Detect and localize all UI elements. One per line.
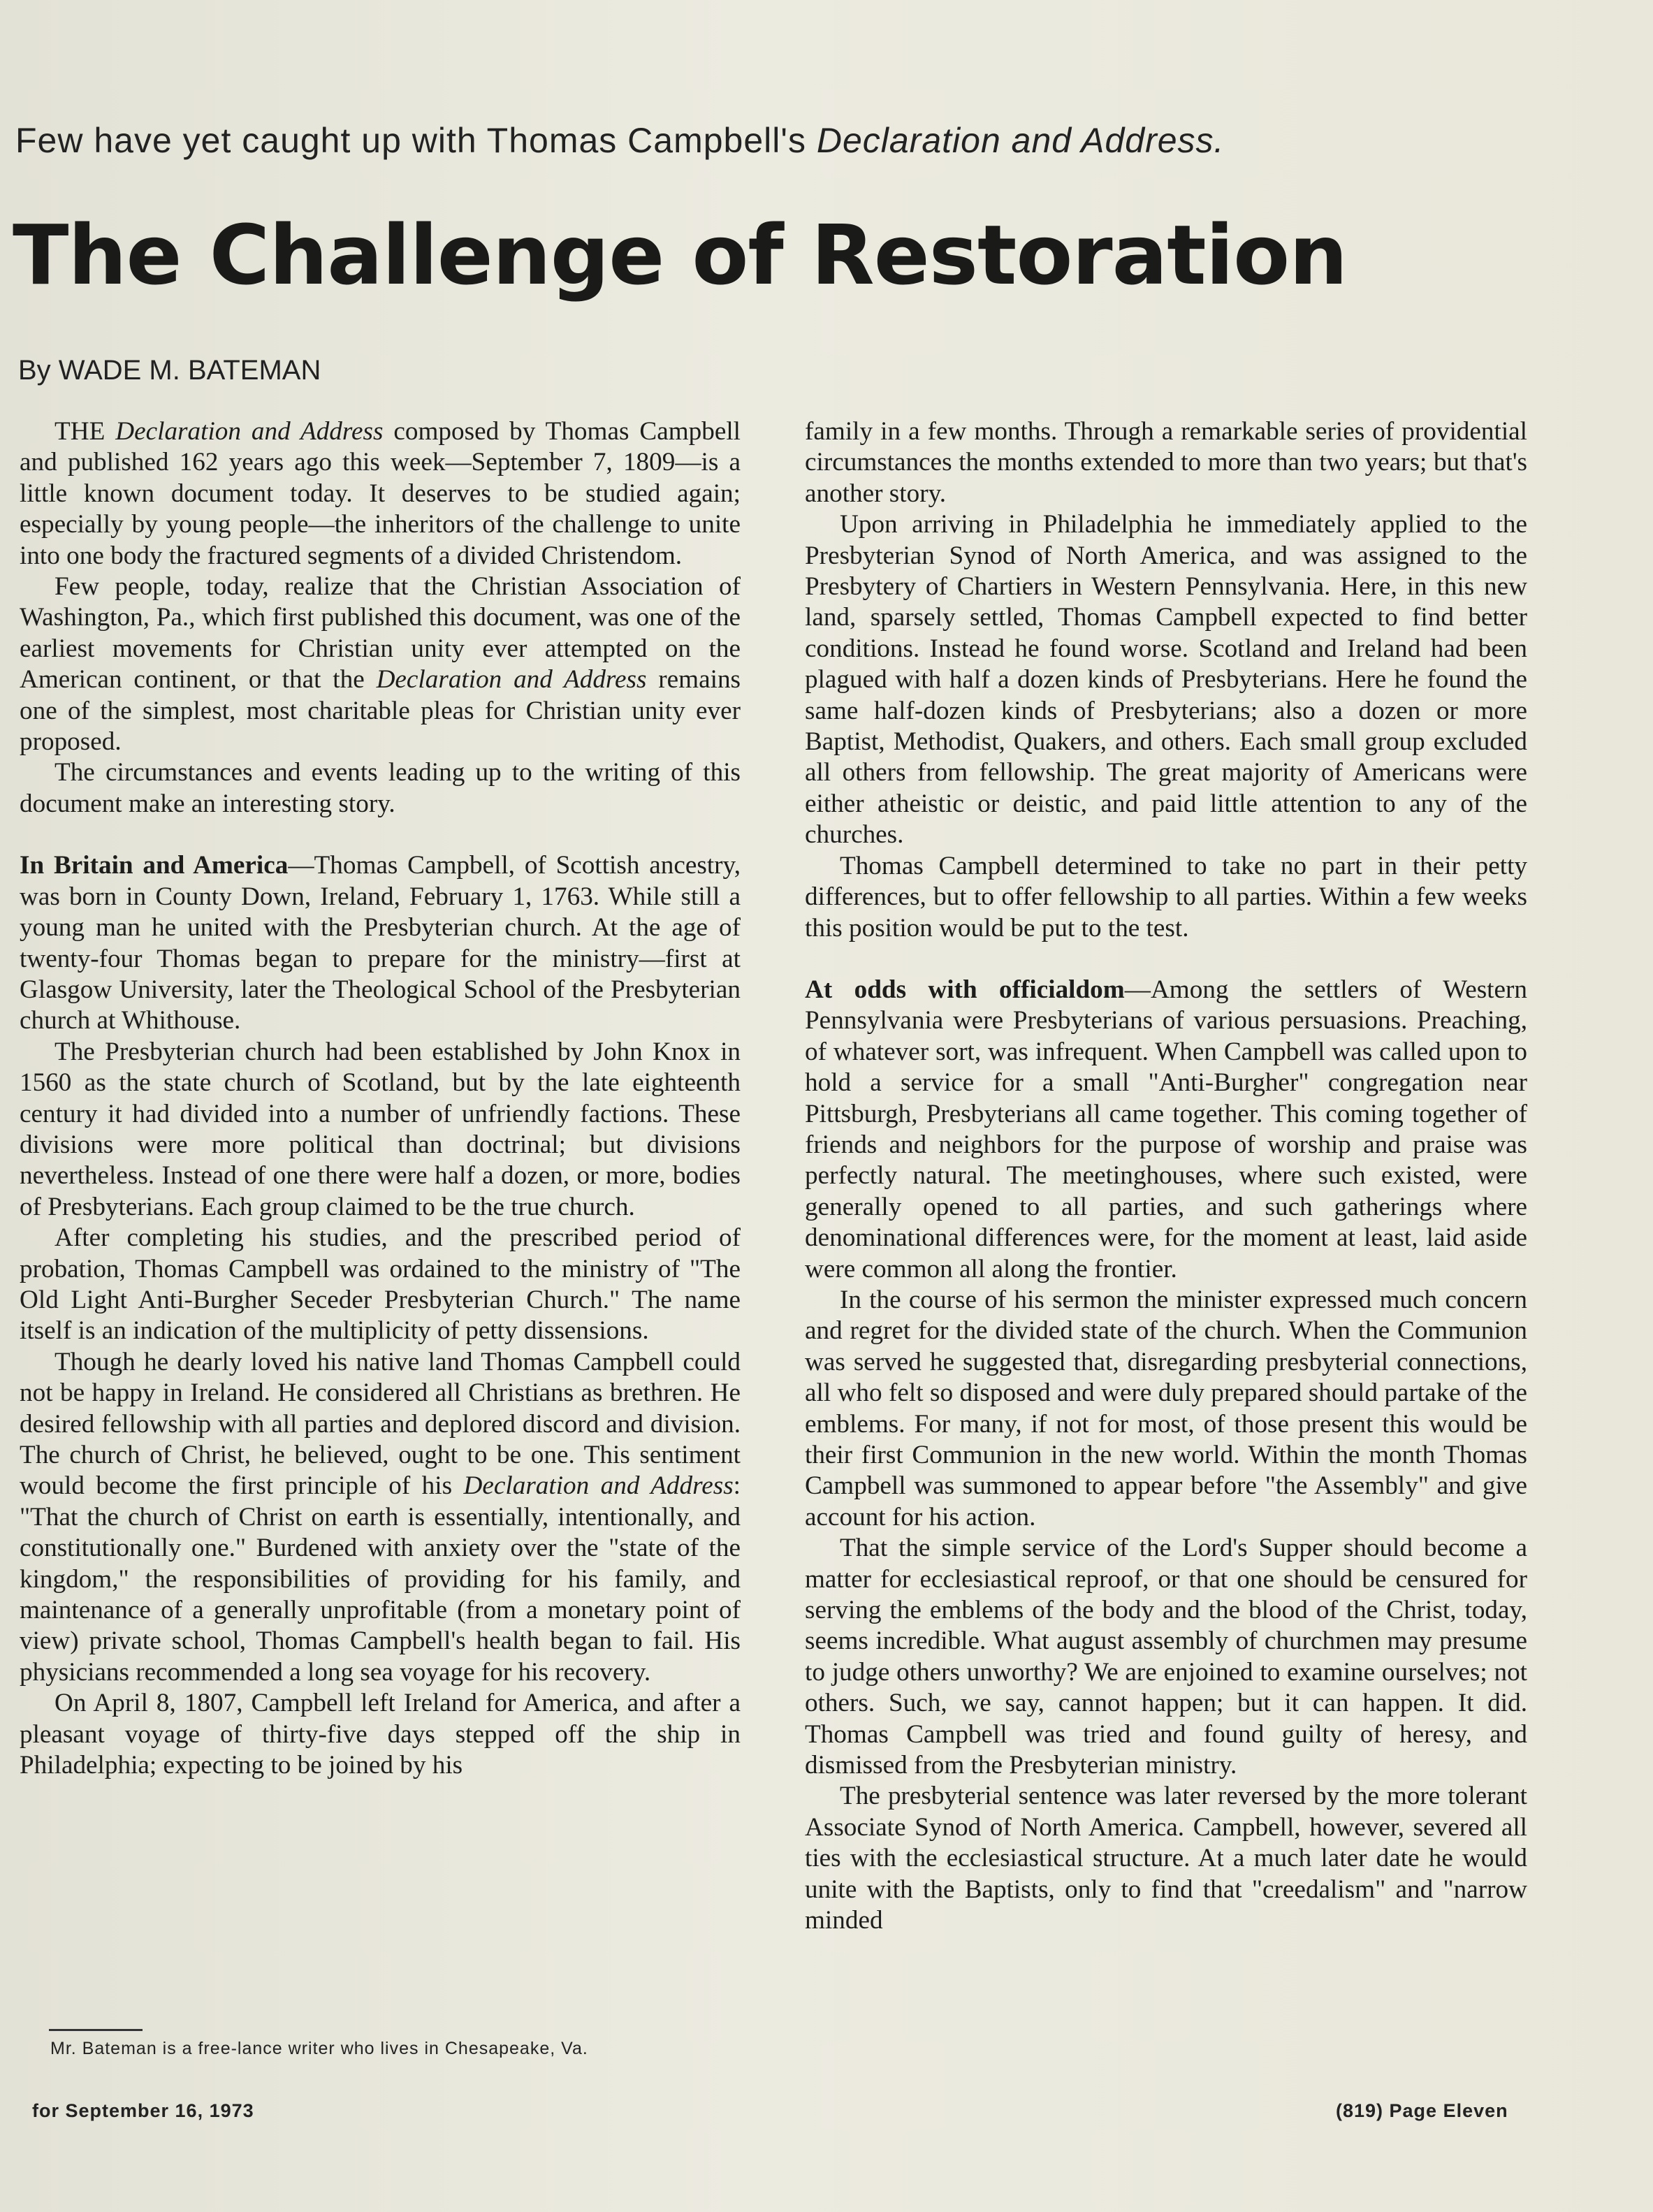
section-heading: In Britain and America bbox=[20, 851, 289, 880]
footnote-rule bbox=[49, 2029, 143, 2031]
left-column bbox=[20, 416, 741, 1781]
section-heading: At odds with officialdom bbox=[805, 975, 1125, 1004]
text-run: THE bbox=[54, 417, 116, 446]
paragraph: That the simple service of the Lord's Supper should become a matter for ecclesiastical reproof, or that one should be censured for serving the emblems of the body and the blood of the Christ, today, seems incredible. What august assembly of churchmen may presume to judge others unworthy? We are enjoined to examine ourselves; not others. Such, we say, cannot happen; but it can happen. It did. Thomas Campbell was tried and found guilty of heresy, and dismissed from the Presbyterian ministry. bbox=[805, 1534, 1527, 1780]
paragraph: Thomas Campbell determined to take no part in their petty differences, but to offer fellowship to all parties. Within a few weeks this position would be put to the test. bbox=[805, 851, 1527, 943]
paragraph: After completing his studies, and the prescribed period of probation, Thomas Campbell was ordained to the ministry of "The Old Light Anti-Burgher Seceder Presbyterian Church." The name itself is an indication of the multiplicity of petty dissensions. bbox=[20, 1223, 741, 1346]
paragraph: family in a few months. Through a remarkable series of providential circumstances the months extended to more than two years; but that's another story. bbox=[805, 417, 1527, 508]
text-run: Though he dearly loved his native land Thomas Campbell could not be happy in Ireland. He considered all Christians as brethren. He desired fellowship with all parties and deplored discord and division. The church of Christ, he believed, ought to be one. This sentiment would become the first principle of his bbox=[20, 1347, 741, 1501]
kicker-text: Few have yet caught up with Thomas Campbell's bbox=[15, 121, 817, 160]
paragraph: On April 8, 1807, Campbell left Ireland for America, and after a pleasant voyage of thirty-five days stepped off the ship in Philadelphia; expecting to be joined by his bbox=[20, 1689, 741, 1780]
paragraph bbox=[20, 572, 741, 757]
paragraph: The presbyterial sentence was later reversed by the more tolerant Associate Synod of North America. Campbell, however, severed all ties with the ecclesiastical structure. At a much later date he would unite with the Baptists, only to find that "creedalism" and "narrow minded bbox=[805, 1782, 1527, 1935]
italic-title: Declaration and Address bbox=[376, 665, 647, 694]
kicker-italic: Declaration and Address. bbox=[816, 121, 1225, 160]
text-run: composed by Thomas Campbell and published 162 years ago this week—September 7, 1809—is a little known document today. It deserves to be studied again; especially by young people—the inheritors of the challenge to unite into one body the fractured segments of a divided Christendom. bbox=[20, 417, 741, 570]
byline: By WADE M. BATEMAN bbox=[18, 355, 321, 386]
article-title: The Challenge of Restoration bbox=[13, 207, 1348, 303]
kicker-line bbox=[15, 120, 1224, 161]
text-run: : "That the church of Christ on earth is essentially, intentionally, and constitutionally one." Burdened with anxiety over the "state of the kingdom," the responsibilities of providing for his family, and maintenance of a generally unprofitable (from a monetary point of view) private school, Thomas Campbell's health began to fail. His physicians recommended a long sea voyage for his recovery. bbox=[20, 1471, 741, 1687]
paragraph: The Presbyterian church had been established by John Knox in 1560 as the state church of Scotland, but by the late eighteenth century it had divided into a number of unfriendly factions. These divisions were more political than doctrinal; but divisions nevertheless. Instead of one there were half a dozen, or more, bodies of Presbyterians. Each group claimed to be the true church. bbox=[20, 1037, 741, 1221]
italic-title: Declaration and Address bbox=[115, 417, 384, 446]
paragraph bbox=[20, 416, 741, 572]
issue-date: for September 16, 1973 bbox=[32, 2100, 254, 2121]
paragraph: The circumstances and events leading up to the writing of this document make an interesting story. bbox=[20, 758, 741, 818]
text-run: Few people, today, realize that the Christian Association of Washington, Pa., which first published this document, was one of the earliest movements for Christian unity ever attempted on the American continent, or that the bbox=[20, 572, 741, 694]
right-column bbox=[805, 416, 1527, 1937]
paragraph: Upon arriving in Philadelphia he immediately applied to the Presbyterian Synod of North America, and was assigned to the Presbytery of Chartiers in Western Pennsylvania. Here, in this new land, sparsely settled, Thomas Campbell expected to find better conditions. Instead he found worse. Scotland and Ireland had been plagued with half a dozen kinds of Presbyterians. Here he found the same half-dozen kinds of Presbyterians; also a dozen or more Baptist, Methodist, Quakers, and others. Each small group excluded all others from fellowship. The great majority of Americans were either atheistic or deistic, and paid little attention to any of the churches. bbox=[805, 510, 1527, 850]
author-footnote: Mr. Bateman is a free-lance writer who lives in Chesapeake, Va. bbox=[50, 2039, 588, 2058]
text-run: —Among the settlers of Western Pennsylvania were Presbyterians of various persuasions. Preaching, of whatever sort, was infrequent. When Campbell was called upon to hold a service for a small "Anti-Burgher" congregation near Pittsburgh, Presbyterians all came together. This coming together of friends and neighbors for the purpose of worship and praise was perfectly natural. The meetinghouses, where such existed, were generally opened to all parties, and such gatherings where denominational differences were, for the moment at least, laid aside were common all along the frontier. bbox=[805, 975, 1527, 1283]
section-paragraph bbox=[805, 975, 1527, 1285]
paragraph bbox=[20, 1347, 741, 1688]
section-paragraph bbox=[20, 850, 741, 1036]
page-number: (819) Page Eleven bbox=[1336, 2100, 1508, 2121]
paragraph: In the course of his sermon the minister expressed much concern and regret for the divided state of the church. When the Communion was served he suggested that, disregarding presbyterial connections, all who felt so disposed and were duly prepared should partake of the emblems. For many, if not for most, of those present this would be their first Communion in the new world. Within the month Thomas Campbell was summoned to appear before "the Assembly" and give account for his action. bbox=[805, 1285, 1527, 1531]
text-run: —Thomas Campbell, of Scottish ancestry, was born in County Down, Ireland, February 1, 1763. While still a young man he united with the Presbyterian church. At the age of twenty-four Thomas began to prepare for the ministry—first at Glasgow University, later the Theological School of the Presbyterian church at Whithouse. bbox=[20, 851, 741, 1035]
text-run: remains one of the simplest, most charitable pleas for Christian unity ever proposed. bbox=[20, 665, 741, 757]
italic-title: Declaration and Address bbox=[463, 1471, 734, 1501]
